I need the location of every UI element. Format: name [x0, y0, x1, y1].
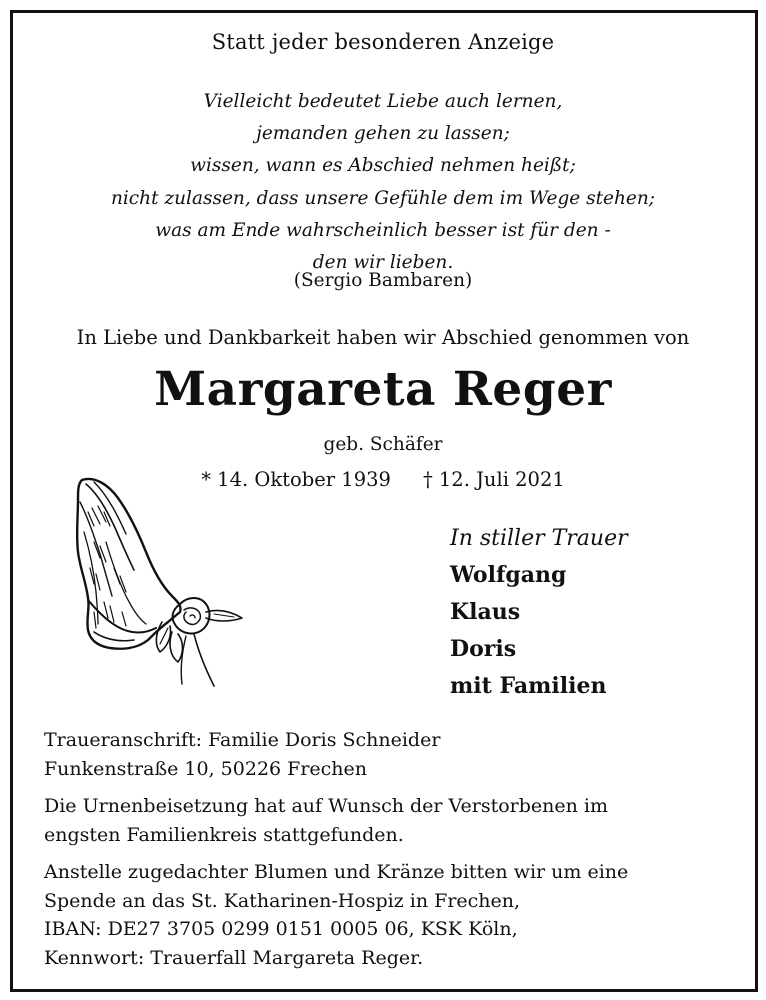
birth-name: geb. Schäfer	[323, 434, 443, 455]
poem-line: was am Ende wahrscheinlich besser ist für den -	[155, 219, 611, 241]
birth-date: * 14. Oktober 1939	[201, 468, 391, 491]
donation-line: Anstelle zugedachter Blumen und Kränze bitten wir um eine	[44, 861, 629, 883]
deceased-name: Margareta Reger	[154, 362, 612, 417]
mourning-address	[44, 726, 734, 783]
burial-line: Die Urnenbeisetzung hat auf Wunsch der Verstorbenen im	[44, 795, 608, 817]
praying-hands-with-rose-icon	[64, 472, 244, 692]
donation-line: Spende an das St. Katharinen-Hospiz in Frechen,	[44, 889, 521, 912]
poem-line: jemanden gehen zu lassen;	[256, 123, 510, 145]
mourners-intro: In stiller Trauer	[450, 526, 628, 551]
intro-text: In Liebe und Dankbarkeit haben wir Abschied genommen von	[76, 326, 690, 349]
poem-line: Vielleicht bedeutet Liebe auch lernen,	[203, 91, 563, 112]
mourner-name: Wolfgang	[450, 562, 567, 588]
mourner-name: mit Familien	[450, 673, 607, 699]
poem	[0, 86, 766, 279]
mourner-name: Doris	[450, 636, 517, 662]
burial-note	[44, 792, 734, 849]
address-line: Traueranschrift: Familie Doris Schneider	[44, 729, 441, 751]
donation-line: IBAN: DE27 3705 0299 0151 0005 06, KSK Köln,	[44, 918, 518, 940]
burial-line: engsten Familienkreis stattgefunden.	[44, 823, 404, 846]
mourners	[450, 520, 628, 705]
address-line: Funkenstraße 10, 50226 Frechen	[44, 757, 368, 780]
poem-line: wissen, wann es Abschied nehmen heißt;	[190, 155, 576, 177]
donation-line: Kennwort: Trauerfall Margareta Reger.	[44, 946, 424, 969]
poem-line: nicht zulassen, dass unsere Gefühle dem im Wege stehen;	[110, 187, 656, 209]
mourner-name: Klaus	[450, 599, 521, 625]
donation-note	[44, 858, 734, 972]
death-date: † 12. Juli 2021	[422, 468, 565, 491]
poem-line: den wir lieben.	[312, 252, 454, 274]
notice-heading: Statt jeder besonderen Anzeige	[211, 30, 555, 54]
poem-author: (Sergio Bambaren)	[293, 270, 473, 291]
